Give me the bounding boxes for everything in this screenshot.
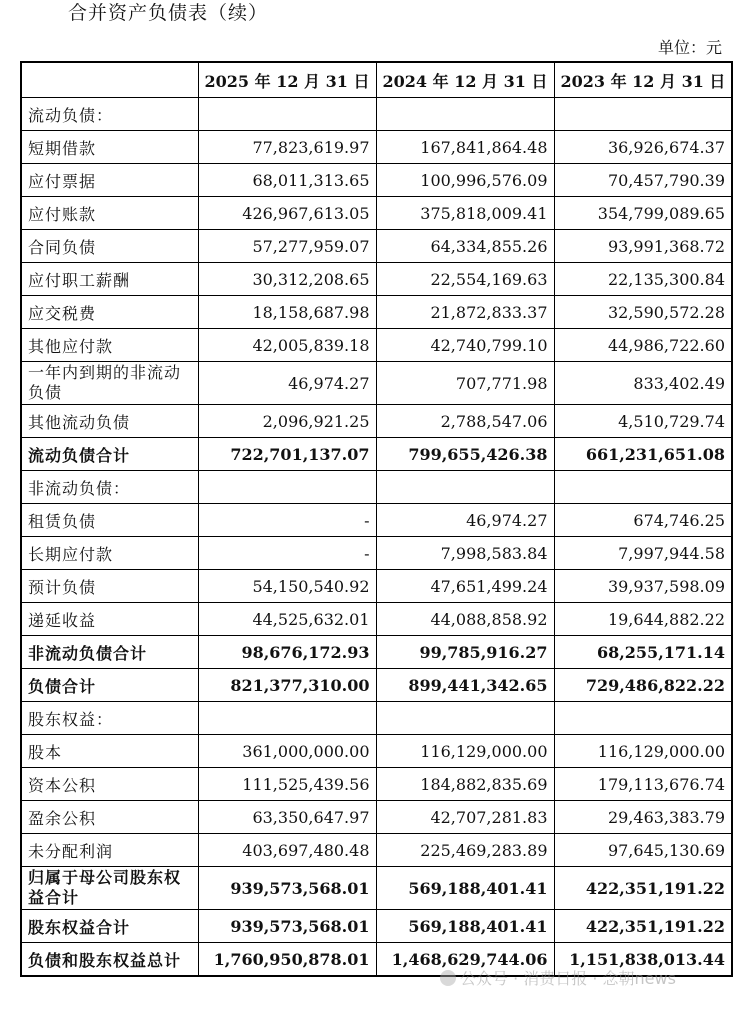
cell-value: 22,554,169.63	[376, 263, 554, 296]
cell-value: 4,510,729.74	[554, 405, 732, 438]
cell-value: 1,760,950,878.01	[198, 943, 376, 977]
cell-value: 354,799,089.65	[554, 197, 732, 230]
row-label: 一年内到期的非流动负债	[21, 362, 198, 405]
table-row	[21, 230, 732, 263]
row-label: 其他流动负债	[21, 405, 198, 438]
cell-value: 68,011,313.65	[198, 164, 376, 197]
table-row	[21, 405, 732, 438]
cell-value: 7,998,583.84	[376, 537, 554, 570]
table-row	[21, 197, 732, 230]
row-label: 股东权益合计	[21, 910, 198, 943]
cell-value	[554, 98, 732, 131]
cell-value: 1,468,629,744.06	[376, 943, 554, 977]
row-label: 应交税费	[21, 296, 198, 329]
cell-value: 99,785,916.27	[376, 636, 554, 669]
cell-value: 77,823,619.97	[198, 131, 376, 164]
table-row	[21, 329, 732, 362]
cell-value: 939,573,568.01	[198, 867, 376, 910]
cell-value: 833,402.49	[554, 362, 732, 405]
table-row	[21, 570, 732, 603]
section-header-row	[21, 98, 732, 131]
cell-value	[554, 702, 732, 735]
cell-value	[198, 702, 376, 735]
cell-value: 30,312,208.65	[198, 263, 376, 296]
cell-value: 403,697,480.48	[198, 834, 376, 867]
cell-value: 179,113,676.74	[554, 768, 732, 801]
cell-value: 722,701,137.07	[198, 438, 376, 471]
cell-value: 42,707,281.83	[376, 801, 554, 834]
cell-value: 1,151,838,013.44	[554, 943, 732, 977]
table-row	[21, 867, 732, 910]
row-label: 负债合计	[21, 669, 198, 702]
row-label: 短期借款	[21, 131, 198, 164]
cell-value: 21,872,833.37	[376, 296, 554, 329]
table-row	[21, 263, 732, 296]
cell-value: 729,486,822.22	[554, 669, 732, 702]
cell-value: -	[198, 504, 376, 537]
cell-value: 39,937,598.09	[554, 570, 732, 603]
cell-value	[376, 702, 554, 735]
table-row	[21, 735, 732, 768]
cell-value: 46,974.27	[198, 362, 376, 405]
cell-value: 7,997,944.58	[554, 537, 732, 570]
row-label: 长期应付款	[21, 537, 198, 570]
row-label: 非流动负债合计	[21, 636, 198, 669]
cell-value: 70,457,790.39	[554, 164, 732, 197]
row-label: 递延收益	[21, 603, 198, 636]
column-header-2024: 2024 年 12 月 31 日	[376, 62, 554, 98]
table-row	[21, 164, 732, 197]
cell-value: 939,573,568.01	[198, 910, 376, 943]
cell-value: 42,005,839.18	[198, 329, 376, 362]
table-row	[21, 636, 732, 669]
column-header-2023: 2023 年 12 月 31 日	[554, 62, 732, 98]
cell-value: 184,882,835.69	[376, 768, 554, 801]
column-header-label	[21, 62, 198, 98]
cell-value: 63,350,647.97	[198, 801, 376, 834]
table-row	[21, 603, 732, 636]
row-label: 其他应付款	[21, 329, 198, 362]
cell-value: 44,986,722.60	[554, 329, 732, 362]
row-label: 应付职工薪酬	[21, 263, 198, 296]
cell-value: 674,746.25	[554, 504, 732, 537]
cell-value: 22,135,300.84	[554, 263, 732, 296]
cell-value: 422,351,191.22	[554, 867, 732, 910]
row-label: 应付票据	[21, 164, 198, 197]
row-label: 应付账款	[21, 197, 198, 230]
table-row	[21, 669, 732, 702]
cell-value: 821,377,310.00	[198, 669, 376, 702]
cell-value: 569,188,401.41	[376, 910, 554, 943]
row-label: 股东权益：	[21, 702, 198, 735]
cell-value: 569,188,401.41	[376, 867, 554, 910]
row-label: 资本公积	[21, 768, 198, 801]
watermark-text: 公众号 · 消费日报 · 念朝news	[460, 969, 676, 988]
cell-value: 36,926,674.37	[554, 131, 732, 164]
page-title: 合并资产负债表（续）	[68, 2, 269, 24]
row-label: 未分配利润	[21, 834, 198, 867]
cell-value: 116,129,000.00	[376, 735, 554, 768]
cell-value: 116,129,000.00	[554, 735, 732, 768]
cell-value: 100,996,576.09	[376, 164, 554, 197]
table-row	[21, 834, 732, 867]
cell-value: 93,991,368.72	[554, 230, 732, 263]
cell-value: 707,771.98	[376, 362, 554, 405]
table-row	[21, 801, 732, 834]
cell-value: 361,000,000.00	[198, 735, 376, 768]
cell-value	[198, 471, 376, 504]
cell-value: 54,150,540.92	[198, 570, 376, 603]
cell-value: 47,651,499.24	[376, 570, 554, 603]
cell-value: 899,441,342.65	[376, 669, 554, 702]
table-header-row	[21, 62, 732, 98]
cell-value: 375,818,009.41	[376, 197, 554, 230]
row-label: 合同负债	[21, 230, 198, 263]
unit-label: 单位：元	[657, 38, 722, 57]
column-header-2025: 2025 年 12 月 31 日	[198, 62, 376, 98]
table-row	[21, 910, 732, 943]
cell-value	[198, 98, 376, 131]
row-label: 租赁负债	[21, 504, 198, 537]
row-label: 盈余公积	[21, 801, 198, 834]
watermark	[440, 966, 676, 989]
cell-value: 422,351,191.22	[554, 910, 732, 943]
cell-value: 167,841,864.48	[376, 131, 554, 164]
table-body	[21, 98, 732, 977]
table-row	[21, 362, 732, 405]
table-row	[21, 768, 732, 801]
cell-value: 799,655,426.38	[376, 438, 554, 471]
cell-value: 661,231,651.08	[554, 438, 732, 471]
row-label: 流动负债合计	[21, 438, 198, 471]
row-label: 流动负债：	[21, 98, 198, 131]
cell-value: 29,463,383.79	[554, 801, 732, 834]
cell-value: 111,525,439.56	[198, 768, 376, 801]
cell-value: 42,740,799.10	[376, 329, 554, 362]
section-header-row	[21, 702, 732, 735]
cell-value: 44,088,858.92	[376, 603, 554, 636]
cell-value	[554, 471, 732, 504]
cell-value: 57,277,959.07	[198, 230, 376, 263]
cell-value: 98,676,172.93	[198, 636, 376, 669]
row-label: 非流动负债：	[21, 471, 198, 504]
cell-value: 44,525,632.01	[198, 603, 376, 636]
table-row	[21, 438, 732, 471]
balance-sheet-table	[20, 61, 733, 977]
cell-value: 46,974.27	[376, 504, 554, 537]
cell-value: 2,788,547.06	[376, 405, 554, 438]
row-label: 预计负债	[21, 570, 198, 603]
cell-value: 18,158,687.98	[198, 296, 376, 329]
cell-value: 32,590,572.28	[554, 296, 732, 329]
row-label: 负债和股东权益总计	[21, 943, 198, 977]
section-header-row	[21, 471, 732, 504]
cell-value: -	[198, 537, 376, 570]
cell-value: 68,255,171.14	[554, 636, 732, 669]
cell-value: 2,096,921.25	[198, 405, 376, 438]
cell-value	[376, 98, 554, 131]
cell-value: 97,645,130.69	[554, 834, 732, 867]
table-row	[21, 131, 732, 164]
wechat-icon	[440, 970, 456, 986]
table-row	[21, 504, 732, 537]
table-row	[21, 537, 732, 570]
cell-value: 64,334,855.26	[376, 230, 554, 263]
row-label: 股本	[21, 735, 198, 768]
row-label: 归属于母公司股东权益合计	[21, 867, 198, 910]
cell-value: 225,469,283.89	[376, 834, 554, 867]
cell-value: 19,644,882.22	[554, 603, 732, 636]
cell-value	[376, 471, 554, 504]
table-row	[21, 296, 732, 329]
cell-value: 426,967,613.05	[198, 197, 376, 230]
